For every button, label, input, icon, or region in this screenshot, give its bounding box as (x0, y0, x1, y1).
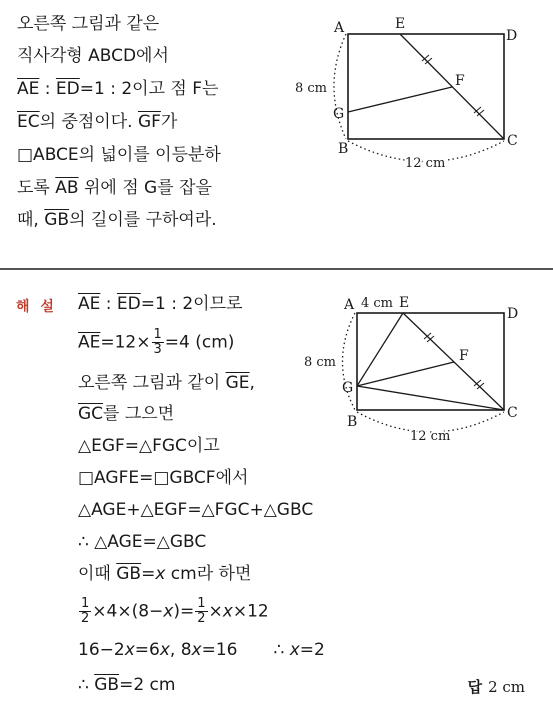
problem-line-1: 오른쪽 그림과 같은 (17, 14, 160, 34)
numerator: 1 (197, 596, 206, 611)
problem-line-6-b: 위에 점 G를 잡을 (78, 178, 212, 198)
segment-ae: $\overline{AE}$ (78, 294, 101, 314)
variable-x: x (222, 601, 233, 622)
label-f: F (459, 348, 469, 364)
label-d: D (506, 28, 518, 44)
solution-line-5: △EGF=△FGC이고 (78, 436, 220, 456)
solution-line-11-f: =2 (299, 640, 325, 660)
therefore: ∴ (273, 640, 290, 660)
problem-diagram (0, 0, 553, 268)
dotted-arc-side (334, 34, 346, 139)
answer-tag: 답 (467, 678, 483, 696)
solution-line-11-c: , 8 (169, 640, 192, 660)
segment-ec-line (400, 34, 504, 139)
label-d: D (507, 306, 519, 322)
solution-line-9 (78, 564, 251, 584)
problem-line-2: 직사각형 ABCD에서 (17, 46, 169, 66)
label-e: E (399, 295, 410, 311)
problem-line-7-b: 의 길이를 구하여라. (69, 210, 217, 230)
label-f: F (455, 73, 465, 89)
segment-gf-line (357, 362, 454, 386)
solution-line-12 (78, 675, 175, 695)
rectangle-abcd (348, 34, 504, 139)
solution-line-11 (78, 640, 325, 660)
solution-line-12-b: =2 cm (119, 675, 176, 695)
segment-gf-line (348, 87, 452, 112)
problem-line-6-a: 도록 (17, 178, 56, 198)
solution-line-2-rest: =4 (cm) (164, 332, 235, 353)
equals: = (141, 564, 156, 584)
solution-line-2-mid: =12× (100, 332, 151, 353)
times: × (208, 601, 223, 622)
denominator: 2 (81, 611, 90, 626)
problem-line-4-mid: 의 중점이다. (39, 112, 138, 132)
solution-line-6: □AGFE=□GBCF에서 (78, 468, 249, 488)
problem-line-7-a: 때, (17, 210, 45, 230)
label-g: G (342, 380, 354, 396)
segment-gb: $\overline{GB}$ (116, 564, 142, 584)
label-side-length: 8 cm (295, 81, 328, 96)
variable-x: x (191, 640, 202, 660)
numerator: 1 (153, 327, 162, 342)
solution-line-10 (78, 597, 269, 626)
variable-x: x (124, 640, 135, 660)
solution-line-11-d: =16 (201, 640, 238, 660)
segment-gf: $\overline{GF}$ (137, 112, 161, 132)
answer (468, 676, 525, 697)
label-side-length: 8 cm (304, 355, 337, 370)
variable-x: x (289, 640, 300, 660)
solution-line-8: ∴ △AGE=△GBC (78, 532, 207, 552)
label-a: A (334, 20, 345, 36)
solution-line-1-rest: =1 : 2이므로 (140, 294, 243, 314)
segment-ae: $\overline{AE}$ (78, 332, 101, 353)
solution-line-11-a: 16−2 (78, 640, 125, 660)
solution-line-10-b: )= (173, 601, 195, 622)
label-bottom-length: 12 cm (405, 156, 446, 171)
problem-line-3-rest: =1 : 2이고 점 F는 (79, 79, 219, 99)
segment-ed: $\overline{ED}$ (55, 79, 80, 99)
denominator: 2 (197, 611, 206, 626)
segment-ed: $\overline{ED}$ (116, 294, 141, 314)
colon: : (100, 294, 117, 314)
segment-ae: $\overline{AE}$ (17, 79, 40, 99)
solution-line-4-b: 를 그으면 (103, 404, 175, 424)
label-b: B (347, 414, 358, 430)
variable-x: x (163, 601, 174, 622)
problem-line-4-rest: 가 (160, 112, 178, 132)
answer-value: 2 cm (488, 678, 525, 696)
tick-marks (422, 55, 484, 116)
solution-line-10-d: ×12 (232, 601, 269, 622)
segment-ab: $\overline{AB}$ (55, 178, 79, 198)
problem-line-5: □ABCE의 넓이를 이등분하 (17, 145, 221, 165)
fraction-one-half (79, 597, 91, 626)
segment-ge: $\overline{GE}$ (225, 373, 250, 393)
segment-gb: $\overline{GB}$ (94, 675, 120, 695)
solution-line-3-a: 오른쪽 그림과 같이 (78, 373, 226, 393)
segment-gc: $\overline{GC}$ (78, 404, 104, 424)
variable-x: x (159, 640, 170, 660)
segment-ec: $\overline{EC}$ (17, 112, 40, 132)
solution-label: 해 설 (16, 299, 57, 315)
colon: : (39, 79, 56, 99)
denominator: 3 (153, 342, 162, 357)
solution-diagram (0, 270, 553, 450)
fraction-one-half (195, 597, 207, 626)
label-c: C (507, 405, 518, 421)
label-g: G (333, 106, 345, 122)
numerator: 1 (81, 596, 90, 611)
solution-line-9-a: 이때 (78, 564, 117, 584)
solution-line-9-c: cm라 하면 (165, 564, 252, 584)
label-b: B (338, 141, 349, 157)
solution-line-11-b: =6 (134, 640, 160, 660)
segment-gb: $\overline{GB}$ (44, 210, 70, 230)
therefore: ∴ (78, 675, 95, 695)
rectangle-abcd (357, 313, 504, 410)
label-bottom-length: 12 cm (410, 429, 451, 444)
solution-line-10-a: ×4×(8− (92, 601, 164, 622)
segment-ge-line (357, 313, 403, 386)
label-e: E (395, 16, 406, 32)
solution-line-7: △AGE+△EGF=△FGC+△GBC (78, 500, 314, 520)
label-top-length: 4 cm (361, 296, 394, 311)
label-c: C (507, 133, 518, 149)
label-a: A (344, 297, 355, 313)
solution-line-3-b: , (249, 373, 255, 393)
variable-x: x (155, 564, 166, 584)
